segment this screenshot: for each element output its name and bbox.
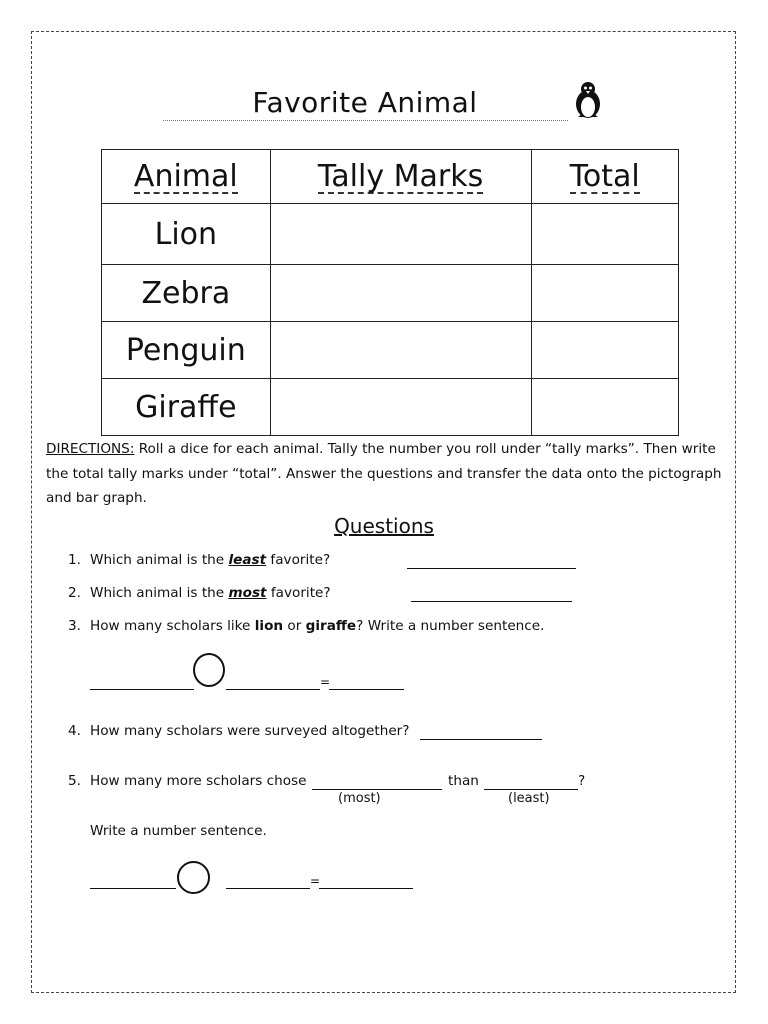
directions-label: DIRECTIONS:	[46, 441, 135, 457]
directions	[46, 437, 726, 511]
tally-input-cell[interactable]	[270, 204, 531, 265]
penguin-icon	[570, 80, 606, 120]
tally-input-cell[interactable]	[270, 379, 531, 436]
animal-cell: Lion	[102, 204, 271, 265]
tally-input-cell[interactable]	[270, 322, 531, 379]
question-5-than: than	[448, 773, 479, 789]
number-sentence-answer[interactable]	[329, 689, 404, 690]
question-4: 4. How many scholars were surveyed altogether?	[68, 723, 410, 739]
most-hint: (most)	[338, 791, 381, 806]
number-sentence-answer[interactable]	[319, 888, 413, 889]
animal-cell: Giraffe	[102, 379, 271, 436]
animal-cell: Penguin	[102, 322, 271, 379]
table-row	[102, 265, 679, 322]
write-number-sentence: Write a number sentence.	[90, 823, 267, 839]
title-underline	[163, 120, 568, 121]
table-row	[102, 379, 679, 436]
answer-line-q2[interactable]	[411, 601, 572, 602]
equals-sign: =	[310, 874, 321, 888]
least-hint: (least)	[508, 791, 550, 806]
question-5-end: ?	[578, 773, 586, 789]
answer-line-most[interactable]	[312, 789, 442, 790]
number-sentence-blank[interactable]	[226, 689, 320, 690]
total-input-cell[interactable]	[531, 265, 679, 322]
answer-line-least[interactable]	[484, 789, 578, 790]
table-header-row	[102, 150, 679, 204]
animal-cell: Zebra	[102, 265, 271, 322]
number-sentence-blank[interactable]	[226, 888, 310, 889]
tally-input-cell[interactable]	[270, 265, 531, 322]
question-2: 2. Which animal is the most favorite?	[68, 585, 331, 601]
tally-table	[101, 149, 679, 436]
table-row	[102, 204, 679, 265]
question-5: 5. How many more scholars chose	[68, 773, 307, 789]
equals-sign: =	[320, 675, 331, 689]
question-1: 1. Which animal is the least favorite?	[68, 552, 331, 568]
total-input-cell[interactable]	[531, 322, 679, 379]
number-sentence-blank[interactable]	[90, 689, 194, 690]
total-input-cell[interactable]	[531, 204, 679, 265]
answer-line-q1[interactable]	[407, 568, 576, 569]
header-total: Total	[531, 150, 679, 204]
number-sentence-blank[interactable]	[90, 888, 176, 889]
directions-text: Roll a dice for each animal. Tally the number you roll under “tally marks”. Then write the total tally marks under “total”. Answer the questions and transfer the data onto the pictograph and bar graph.	[46, 441, 722, 506]
questions-heading: Questions	[334, 514, 434, 538]
header-tally-marks: Tally Marks	[270, 150, 531, 204]
header-animal: Animal	[102, 150, 271, 204]
answer-line-q4[interactable]	[420, 739, 542, 740]
operator-circle[interactable]	[177, 861, 210, 894]
total-input-cell[interactable]	[531, 379, 679, 436]
operator-circle[interactable]	[193, 653, 225, 687]
table-row	[102, 322, 679, 379]
question-3: 3. How many scholars like lion or giraffe? Write a number sentence.	[68, 618, 545, 634]
worksheet-title: Favorite Animal	[252, 86, 478, 119]
